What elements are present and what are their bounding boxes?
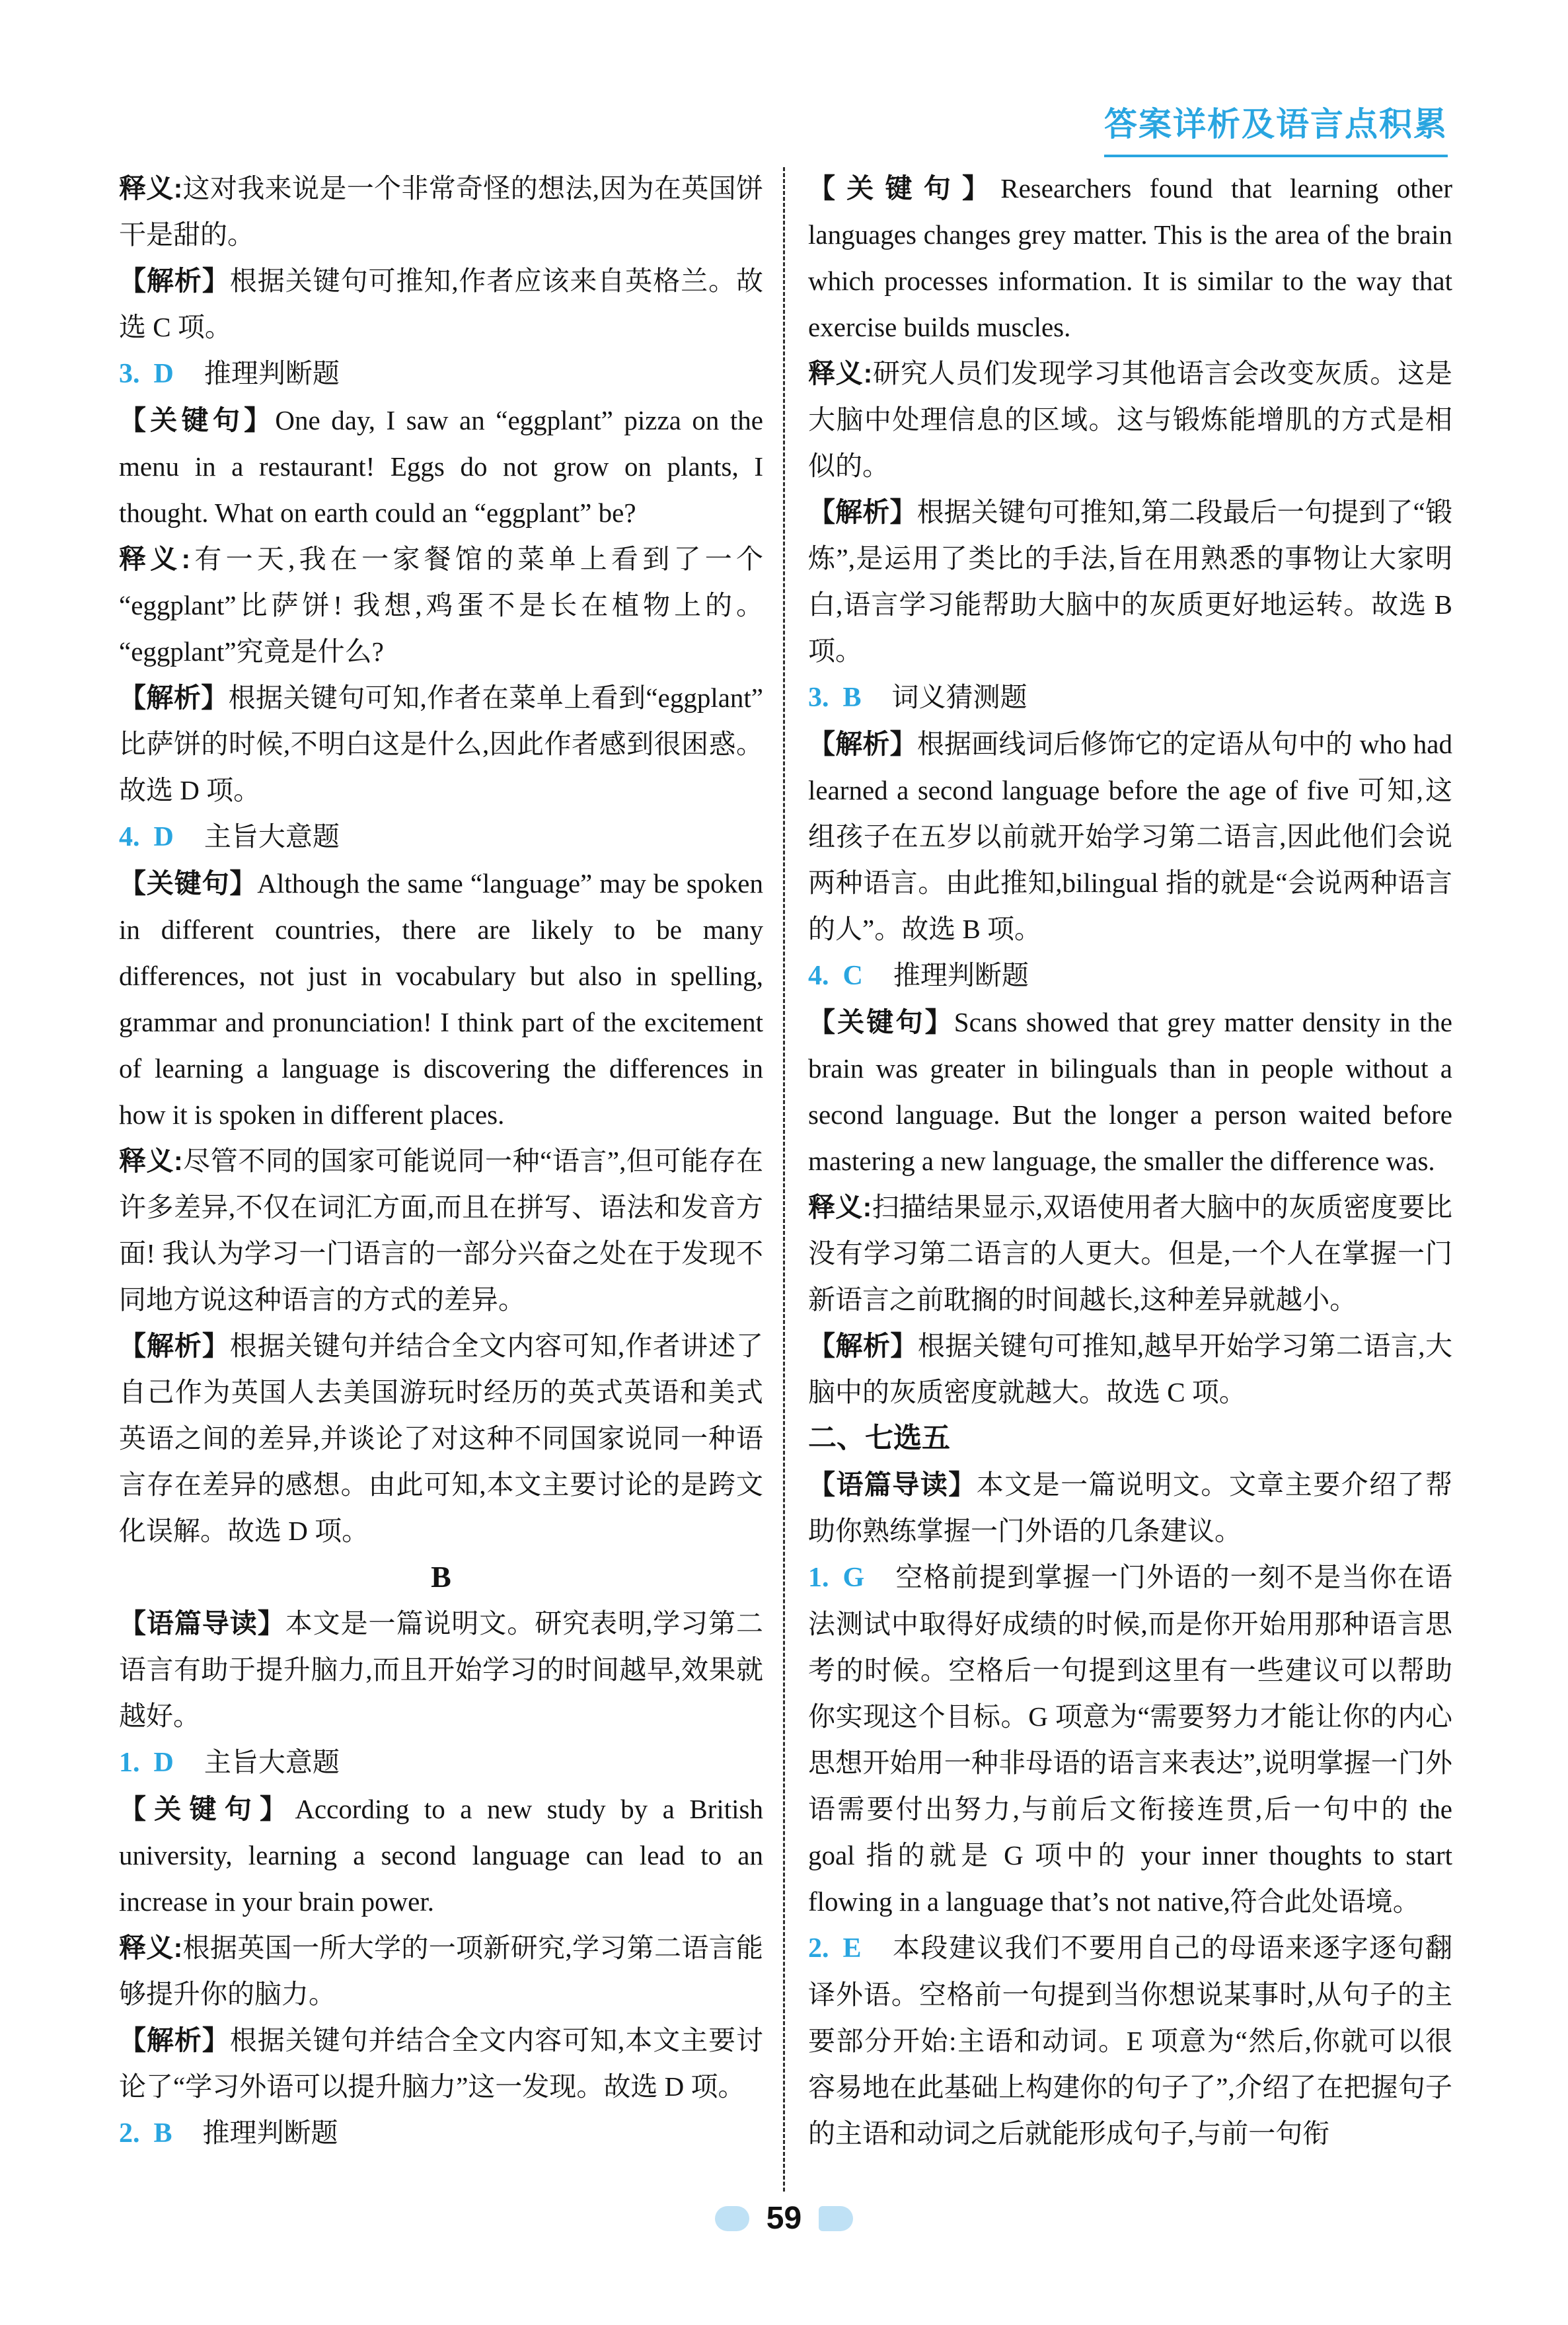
paragraph — [119, 165, 763, 258]
paragraph — [119, 1138, 763, 1323]
paragraph-text: 根据英国一所大学的一项新研究,学习第二语言能够提升你的脑力。 — [119, 1933, 763, 2009]
page-title: 答案详析及语言点积累 — [1104, 98, 1448, 157]
paragraph — [808, 999, 1452, 1184]
paragraph-text: Scans showed that grey matter density in the brain was greater in bilinguals than in people without a second language. But the longer a person waited before mastering a new language, the smaller the difference was. — [808, 1007, 1453, 1176]
paragraph-label: 释义: — [808, 358, 873, 388]
paragraph — [119, 258, 763, 350]
paragraph-label: 【解析】 — [808, 497, 917, 527]
paragraph-label: 释义: — [119, 544, 191, 574]
paragraph-text: 根据关键句并结合全文内容可知,本文主要讨论了“学习外语可以提升脑力”这一发现。故选 D 项。 — [119, 2025, 764, 2102]
paragraph-label: 【关键句】 — [808, 1007, 954, 1037]
paragraph — [808, 489, 1452, 674]
answer-number: 4. D — [119, 822, 174, 852]
paragraph-text: 有一天,我在一家餐馆的菜单上看到了一个“eggplant”比萨饼! 我想,鸡蛋不是长在植物上的。“eggplant”究竟是什么? — [119, 544, 763, 667]
paragraph — [808, 721, 1452, 952]
paragraph-text: 根据关键句可推知,越早开始学习第二语言,大脑中的灰质密度就越大。故选 C 项。 — [808, 1331, 1453, 1407]
paragraph-text: 根据关键句可知,作者在菜单上看到“eggplant”比萨饼的时候,不明白这是什么,因此作者感到很困惑。故选 D 项。 — [119, 683, 763, 805]
paragraph-label: 【语篇导读】 — [808, 1469, 977, 1500]
answer-text: 主旨大意题 — [204, 821, 340, 852]
answer-item — [119, 813, 763, 860]
paragraph-text: According to a new study by a British university, learning a second language can lead to an increase in your brain power. — [119, 1794, 764, 1917]
paragraph-text: 根据画线词后修饰它的定语从句中的 who had learned a second language before the age of five 可知,这组孩子在五岁以前就开始学习第二语言,因此他们会说两种语言。由此推知,bilingual 指的就是“会说两种语言的人”。故选 B 项。 — [808, 729, 1452, 944]
answer-item — [808, 1554, 1452, 1925]
paragraph-text: 本文是一篇说明文。研究表明,学习第二语言有助于提升脑力,而且开始学习的时间越早,效果就越好。 — [119, 1608, 764, 1731]
answer-item — [808, 674, 1452, 721]
paragraph-label: 【解析】 — [119, 266, 230, 296]
paragraph-label: 【解析】 — [119, 1331, 230, 1361]
paragraph-label: 【关键句】 — [119, 868, 258, 899]
paragraph-text: One day, I saw an “eggplant” pizza on the menu in a restaurant! Eggs do not grow on plants, I thought. What on earth could an “eggplant” be? — [119, 405, 763, 528]
answer-number: 1. G — [808, 1563, 865, 1593]
page-footer — [0, 2200, 1568, 2236]
paragraph — [119, 397, 763, 536]
answer-item — [808, 952, 1452, 999]
answer-text: 推理判断题 — [893, 960, 1029, 990]
footer-left-tab-decoration — [715, 2206, 749, 2231]
paragraph — [119, 860, 763, 1138]
paragraph — [119, 536, 763, 675]
paragraph-text: 根据关键句可推知,作者应该来自英格兰。故选 C 项。 — [119, 266, 764, 342]
paragraph-text: 根据关键句并结合全文内容可知,作者讲述了自己作为英国人去美国游玩时经历的英式英语和美式英语之间的差异,并谈论了对这种不同国家说同一种语言存在差异的感想。由此可知,本文主要讨论的是跨文化误解。故选 D 项。 — [119, 1331, 764, 1546]
paragraph — [808, 1184, 1452, 1323]
paragraph-label: 【解析】 — [808, 1331, 918, 1361]
paragraph-text: 尽管不同的国家可能说同一种“语言”,但可能存在许多差异,不仅在词汇方面,而且在拼写、语法和发音方面! 我认为学习一门语言的一部分兴奋之处在于发现不同地方说这种语言的方式的差异。 — [119, 1146, 763, 1315]
answer-number: 2. B — [119, 2118, 172, 2149]
answer-item — [119, 350, 763, 397]
paragraph-label: 释义: — [119, 1933, 183, 1963]
answer-text: 空格前提到掌握一门外语的一刻不是当你在语法测试中取得好成绩的时候,而是你开始用那种语言思考的时候。空格后一句提到这里有一些建议可以帮助你实现这个目标。G 项意为“需要努力才能让你的内心思想开始用一种非母语的语言来表达”,说明掌握一门外语需要付出努力,与前后文衔接连贯,后一句中的 the goal 指的就是 G 项中的 your inner thoughts to start flowing in a language that’s not native,符合此处语境。 — [808, 1562, 1452, 1917]
paragraph — [119, 1786, 763, 1925]
paragraph — [808, 1323, 1452, 1415]
paragraph-label: 释义: — [119, 1146, 183, 1176]
paragraph-text: 根据关键句可推知,第二段最后一句提到了“锻炼”,是运用了类比的手法,旨在用熟悉的事物让大家明白,语言学习能帮助大脑中的灰质更好地运转。故选 B 项。 — [808, 497, 1452, 666]
paragraph-label: 【解析】 — [119, 683, 229, 713]
page-header — [1104, 98, 1448, 157]
footer-right-tab-decoration — [819, 2206, 853, 2231]
answer-number: 4. C — [808, 961, 863, 991]
answer-text: 推理判断题 — [204, 358, 340, 388]
passage-section-label: B — [431, 1560, 451, 1594]
answer-number: 1. D — [119, 1748, 174, 1778]
answer-number: 3. B — [808, 683, 862, 713]
paragraph — [808, 1461, 1452, 1554]
paragraph-label: 【关键句】 — [119, 405, 276, 435]
paragraph-label: 【语篇导读】 — [119, 1608, 285, 1639]
answer-text: 本段建议我们不要用自己的母语来逐字逐句翻译外语。空格前一句提到当你想说某事时,从句子的主要部分开始:主语和动词。E 项意为“然后,你就可以很容易地在此基础上构建你的句子了”,介绍了在把握句子的主语和动词之后就能形成句子,与前一句衔 — [808, 1933, 1452, 2149]
paragraph — [119, 675, 763, 813]
answer-item — [119, 1739, 763, 1786]
content-columns — [119, 165, 1452, 2157]
paragraph — [119, 1925, 763, 2017]
paragraph-text: 这对我来说是一个非常奇怪的想法,因为在英国饼干是甜的。 — [119, 173, 763, 250]
page-number: 59 — [766, 2201, 802, 2236]
paragraph-label: 【关键句】 — [808, 173, 1001, 203]
paragraph-text: 研究人员们发现学习其他语言会改变灰质。这是大脑中处理信息的区域。这与锻炼能增肌的方式是相似的。 — [808, 358, 1452, 481]
paragraph-text: 扫描结果显示,双语使用者大脑中的灰质密度要比没有学习第二语言的人更大。但是,一个人在掌握一门新语言之前耽搁的时间越长,这种差异就越小。 — [808, 1192, 1452, 1315]
answer-text: 词义猜测题 — [891, 682, 1027, 712]
paragraph — [119, 2017, 763, 2110]
paragraph — [119, 1323, 763, 1554]
paragraph-label: 【解析】 — [119, 2025, 230, 2055]
answer-number: 3. D — [119, 359, 174, 389]
column-right — [808, 165, 1452, 2157]
paragraph — [808, 165, 1452, 350]
section-heading: 二、七选五 — [808, 1422, 950, 1454]
paragraph-label: 释义: — [808, 1192, 872, 1222]
paragraph-label: 【解析】 — [808, 729, 917, 759]
paragraph-text: Although the same “language” may be spoken in different countries, there are likely to be many differences, not just in vocabulary but also in spelling, grammar and pronunciation! I think part of the excitement of learning a language is discovering the differences in how it is spoken in different places. — [119, 868, 763, 1130]
answer-number: 2. E — [808, 1933, 862, 1964]
paragraph — [808, 350, 1452, 489]
answer-text: 推理判断题 — [202, 2118, 338, 2148]
column-left — [119, 165, 763, 2157]
answer-text: 主旨大意题 — [204, 1747, 340, 1777]
answer-item — [119, 2110, 763, 2157]
paragraph — [119, 1600, 763, 1739]
paragraph-text: Researchers found that learning other languages changes grey matter. This is the area of the brain which processes information. It is similar to the way that exercise builds muscles. — [808, 173, 1453, 342]
answer-item — [808, 1925, 1452, 2157]
paragraph-label: 【关键句】 — [119, 1794, 295, 1824]
paragraph-text: 本文是一篇说明文。文章主要介绍了帮助你熟练掌握一门外语的几条建议。 — [808, 1469, 1453, 1546]
column-divider — [783, 167, 785, 2192]
paragraph-label: 释义: — [119, 173, 183, 203]
